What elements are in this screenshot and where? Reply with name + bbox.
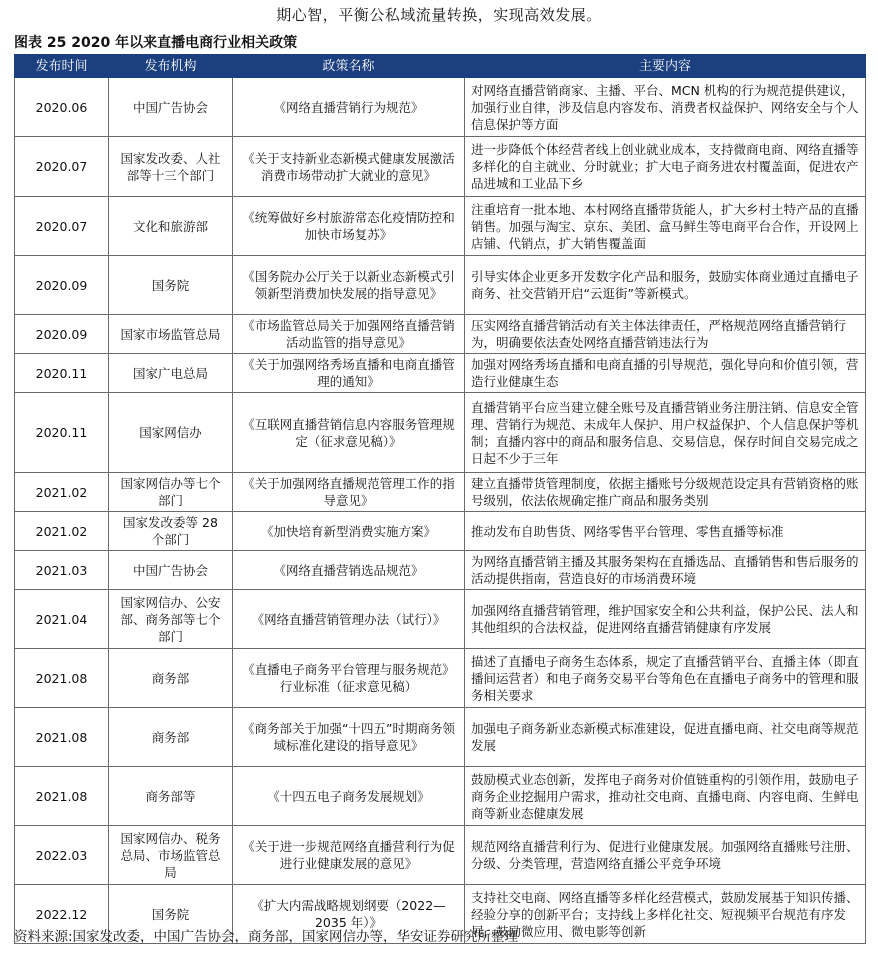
- table-row: [15, 78, 866, 137]
- cell-date: 2020.11: [15, 393, 109, 473]
- cell-org: 国家网信办: [109, 393, 233, 473]
- cell-content: 对网络直播营销商家、主播、平台、MCN 机构的行为规范提供建议，加强行业自律，涉及信息内容发布、消费者权益保护、网络安全与个人信息保护等方面: [465, 78, 866, 137]
- cell-policy: 《关于支持新业态新模式健康发展激活消费市场带动扩大就业的意见》: [233, 137, 465, 197]
- cell-org: 国家网信办等七个部门: [109, 473, 233, 512]
- cell-org: 国家网信办、税务总局、市场监管总局: [109, 826, 233, 885]
- cell-date: 2021.03: [15, 551, 109, 590]
- table-row: [15, 512, 866, 551]
- cell-policy: 《关于加强网络直播规范管理工作的指导意见》: [233, 473, 465, 512]
- cell-date: 2021.08: [15, 767, 109, 826]
- cell-date: 2020.09: [15, 256, 109, 315]
- cell-org: 商务部等: [109, 767, 233, 826]
- table-row: [15, 137, 866, 197]
- table-body: [15, 78, 866, 944]
- cell-org: 商务部: [109, 649, 233, 708]
- cell-policy: 《十四五电子商务发展规划》: [233, 767, 465, 826]
- cell-date: 2020.07: [15, 197, 109, 256]
- table-row: [15, 473, 866, 512]
- cell-policy: 《国务院办公厅关于以新业态新模式引领新型消费加快发展的指导意见》: [233, 256, 465, 315]
- cell-date: 2020.09: [15, 315, 109, 354]
- cell-content: 支持社交电商、网络直播等多样化经营模式，鼓励发展基于知识传播、经验分享的创新平台；支持线上多样化社交、短视频平台规范有序发展，鼓励微应用、微电影等创新: [465, 885, 866, 944]
- cell-policy: 《关于进一步规范网络直播营利行为促进行业健康发展的意见》: [233, 826, 465, 885]
- cell-policy: 《加快培育新型消费实施方案》: [233, 512, 465, 551]
- cell-content: 加强对网络秀场直播和电商直播的引导规范，强化导向和价值引领，营造行业健康生态: [465, 354, 866, 393]
- table-row: [15, 354, 866, 393]
- table-row: [15, 197, 866, 256]
- table-row: [15, 649, 866, 708]
- cell-content: 鼓励模式业态创新，发挥电子商务对价值链重构的引领作用，鼓励电子商务企业挖掘用户需求，推动社交电商、直播电商、内容电商、生鲜电商等新业态健康发展: [465, 767, 866, 826]
- cell-date: 2021.02: [15, 473, 109, 512]
- table-header-row: [15, 55, 866, 78]
- cell-policy: 《关于加强网络秀场直播和电商直播管理的通知》: [233, 354, 465, 393]
- cell-org: 中国广告协会: [109, 551, 233, 590]
- table-row: [15, 826, 866, 885]
- cell-org: 国家广电总局: [109, 354, 233, 393]
- cell-policy: 《网络直播营销行为规范》: [233, 78, 465, 137]
- cell-content: 描述了直播电子商务生态体系，规定了直播营销平台、直播主体（即直播间运营者）和电子商务交易平台等角色在直播电子商务中的管理和服务相关要求: [465, 649, 866, 708]
- cell-org: 文化和旅游部: [109, 197, 233, 256]
- cell-content: 建立直播带货管理制度，依据主播账号分级规范设定具有营销资格的账号级别，依法依规确定推广商品和服务类别: [465, 473, 866, 512]
- header-policy: 政策名称: [233, 55, 465, 78]
- cell-content: 推动发布自助售货、网络零售平台管理、零售直播等标准: [465, 512, 866, 551]
- intro-text: 期心智，平衡公私域流量转换，实现高效发展。: [276, 6, 602, 24]
- table-row: [15, 256, 866, 315]
- header-org: 发布机构: [109, 55, 233, 78]
- cell-date: 2020.11: [15, 354, 109, 393]
- cell-policy: 《统筹做好乡村旅游常态化疫情防控和加快市场复苏》: [233, 197, 465, 256]
- cell-content: 引导实体企业更多开发数字化产品和服务，鼓励实体商业通过直播电子商务、社交营销开启“云逛街”等新模式。: [465, 256, 866, 315]
- table-row: [15, 551, 866, 590]
- cell-date: 2020.06: [15, 78, 109, 137]
- cell-policy: 《网络直播营销选品规范》: [233, 551, 465, 590]
- cell-org: 国务院: [109, 885, 233, 944]
- cell-org: 中国广告协会: [109, 78, 233, 137]
- cell-date: 2022.03: [15, 826, 109, 885]
- cell-content: 为网络直播营销主播及其服务架构在直播选品、直播销售和售后服务的活动提供指南，营造良好的市场消费环境: [465, 551, 866, 590]
- cell-org: 国家发改委、人社部等十三个部门: [109, 137, 233, 197]
- cell-org: 国务院: [109, 256, 233, 315]
- cell-policy: 《互联网直播营销信息内容服务管理规定（征求意见稿）》: [233, 393, 465, 473]
- cell-policy: 《网络直播营销管理办法（试行）》: [233, 590, 465, 649]
- cell-content: 规范网络直播营利行为、促进行业健康发展。加强网络直播账号注册、分级、分类管理，营造网络直播公平竞争环境: [465, 826, 866, 885]
- table-row: [15, 767, 866, 826]
- cell-date: 2020.07: [15, 137, 109, 197]
- header-content: 主要内容: [465, 55, 866, 78]
- cell-org: 国家网信办、公安部、商务部等七个部门: [109, 590, 233, 649]
- cell-content: 注重培育一批本地、本村网络直播带货能人，扩大乡村土特产品的直播销售。加强与淘宝、京东、美团、盒马鲜生等电商平台合作，开设网上店铺、代销点，扩大销售覆盖面: [465, 197, 866, 256]
- cell-date: 2022.12: [15, 885, 109, 944]
- cell-date: 2021.08: [15, 649, 109, 708]
- cell-content: 加强电子商务新业态新模式标准建设，促进直播电商、社交电商等规范发展: [465, 708, 866, 767]
- header-date: 发布时间: [15, 55, 109, 78]
- table-row: [15, 590, 866, 649]
- cell-content: 压实网络直播营销活动有关主体法律责任，严格规范网络直播营销行为，明确要依法查处网络直播营销违法行为: [465, 315, 866, 354]
- cell-org: 国家发改委等 28 个部门: [109, 512, 233, 551]
- cell-content: 进一步降低个体经营者线上创业就业成本，支持微商电商、网络直播等多样化的自主就业、分时就业；扩大电子商务进农村覆盖面，促进农产品进城和工业品下乡: [465, 137, 866, 197]
- table-row: [15, 315, 866, 354]
- table-caption: 图表 25 2020 年以来直播电商行业相关政策: [14, 35, 298, 51]
- cell-policy: 《市场监管总局关于加强网络直播营销活动监管的指导意见》: [233, 315, 465, 354]
- cell-org: 国家市场监管总局: [109, 315, 233, 354]
- cell-policy: 《直播电子商务平台管理与服务规范》行业标准（征求意见稿）: [233, 649, 465, 708]
- cell-policy: 《商务部关于加强“十四五”时期商务领域标准化建设的指导意见》: [233, 708, 465, 767]
- cell-policy: 《扩大内需战略规划纲要（2022—2035 年）》: [233, 885, 465, 944]
- table-row: [15, 708, 866, 767]
- table-row: [15, 393, 866, 473]
- cell-org: 商务部: [109, 708, 233, 767]
- cell-content: 直播营销平台应当建立健全账号及直播营销业务注册注销、信息安全管理、营销行为规范、未成年人保护、用户权益保护、个人信息保护等机制；直播内容中的商品和服务信息、交易信息，保存时间自交易完成之日起不少于三年: [465, 393, 866, 473]
- cell-date: 2021.02: [15, 512, 109, 551]
- source-note: 资料来源:国家发改委，中国广告协会，商务部，国家网信办等，华安证券研究所整理: [14, 929, 519, 945]
- policy-table: [14, 54, 866, 944]
- cell-content: 加强网络直播营销管理，维护国家安全和公共利益，保护公民、法人和其他组织的合法权益，促进网络直播营销健康有序发展: [465, 590, 866, 649]
- cell-date: 2021.04: [15, 590, 109, 649]
- cell-date: 2021.08: [15, 708, 109, 767]
